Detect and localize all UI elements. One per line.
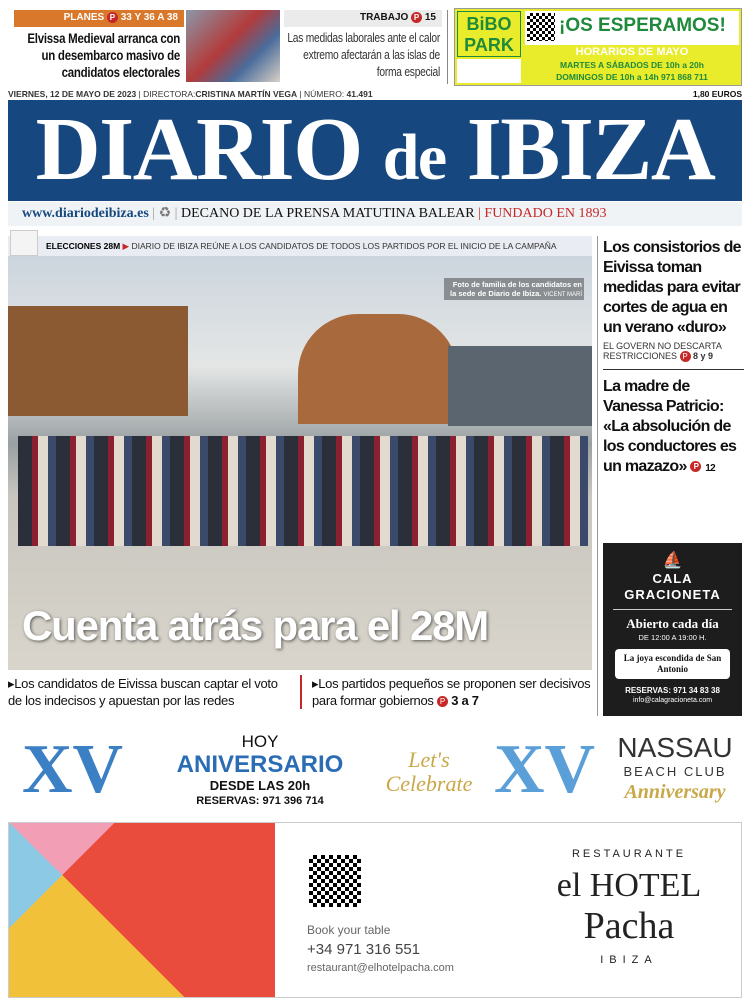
lead-subheadline[interactable]: ▸Los partidos pequeños se proponen ser decisivos para formar gobiernos P 3 a 7 [300, 675, 592, 709]
recycle-icon: ♻ [158, 206, 172, 221]
story-photo [186, 10, 280, 82]
bibo-park-ad[interactable] [454, 8, 742, 86]
bibo-logo: BiBO PARK [457, 11, 521, 57]
ad-subtitle: HORARIOS DE MAYO [575, 46, 689, 58]
ad-title: ¡OS ESPERAMOS! [559, 15, 726, 36]
section-tag: PLANES P 33 Y 36 A 38 [14, 10, 184, 27]
photo-caption: Foto de familia de los candidatos en la sede de Diario de Ibiza. VICENT MARÍ [444, 278, 584, 300]
lead-subheadline[interactable]: ▸Los candidatos de Eivissa buscan captar el voto de los indecisos y apuestan por las redes [8, 676, 278, 708]
website-link[interactable]: www.diariodeibiza.es [22, 206, 149, 221]
lead-headline[interactable]: Cuenta atrás para el 28M [22, 602, 489, 649]
kicker-bar: ELECCIONES 28M ▶ DIARIO DE IBIZA REÚNE A LOS CANDIDATOS DE TODOS LOS PARTIDOS POR EL INICIO DE LA CAMPAÑA [8, 236, 592, 256]
slogan: DECANO DE LA PRENSA MATUTINA BALEAR [180, 206, 475, 221]
founded: FUNDADO EN 1893 [484, 206, 607, 221]
right-column [603, 238, 744, 716]
top-headline[interactable]: Elvissa Medieval arranca con un desembarco masivo de candidatos electorales [27, 30, 181, 80]
candidates-crowd [18, 436, 588, 546]
right-story[interactable]: La madre de Vanessa Patricio: «La absolución de los conductores es un mazazo» P 12 [603, 378, 737, 476]
boat-icon: ⛵ [662, 552, 683, 569]
dateline: VIERNES, 12 DE MAYO DE 2023 | DIRECTORA:CRISTINA MARTÍN VEGA | NÚMERO: 41.491 [8, 89, 373, 99]
hotel-pacha-ad[interactable]: Book your table +34 971 316 551 restaurant@elhotelpacha.com RESTAURANTE el HOTEL Pacha IBIZA [8, 822, 742, 998]
masthead[interactable]: DIARIO de IBIZA [8, 100, 742, 201]
ad-hours: DOMINGOS DE 10h a 14h 971 868 711 [556, 72, 708, 82]
ballot-box-icon [10, 230, 38, 256]
page-icon: P [437, 696, 448, 707]
building [8, 306, 188, 416]
qr-code-icon [527, 13, 555, 41]
logo-badge [457, 59, 521, 83]
divider [603, 369, 744, 370]
divider [597, 236, 598, 716]
page-icon: P [411, 12, 422, 23]
page-icon: P [690, 461, 701, 472]
nassau-ad[interactable]: XV HOY ANIVERSARIO DESDE LAS 20h RESERVAS: 971 396 714 Let's Celebrate XV NASSAU BEACH CLUB Anniversary [8, 728, 742, 816]
masthead-subbar: www.diariodeibiza.es | ♻ | DECANO DE LA PRENSA MATUTINA BALEAR | FUNDADO EN 1893 [8, 202, 742, 226]
section-tag: TRABAJO P 15 [284, 10, 442, 27]
price: 1,80 EUROS [692, 89, 742, 99]
lead-photo[interactable] [8, 236, 592, 670]
top-headline[interactable]: Las medidas laborales ante el calor extremo afectarán a las islas de forma especial [287, 31, 440, 79]
geometric-pattern [9, 823, 275, 997]
page-icon: P [107, 12, 118, 23]
divider [447, 10, 448, 84]
building [298, 314, 458, 424]
qr-code-icon [309, 855, 361, 907]
cala-gracioneta-ad[interactable]: ⛵ CALA GRACIONETA Abierto cada día DE 12:00 A 19:00 H. La joya escondida de San Antonio RESERVAS: 971 34 83 38 info@calagracioneta.com [603, 543, 742, 716]
building [448, 346, 592, 426]
ad-hours: MARTES A SÁBADOS DE 10h a 20h [560, 60, 704, 70]
page-icon: P [680, 351, 691, 362]
right-story[interactable]: Los consistorios de Eivissa toman medidas para evitar cortes de agua en un verano «duro» EL GOVERN NO DESCARTA RESTRICCIONES P 8 y 9 [603, 239, 741, 362]
